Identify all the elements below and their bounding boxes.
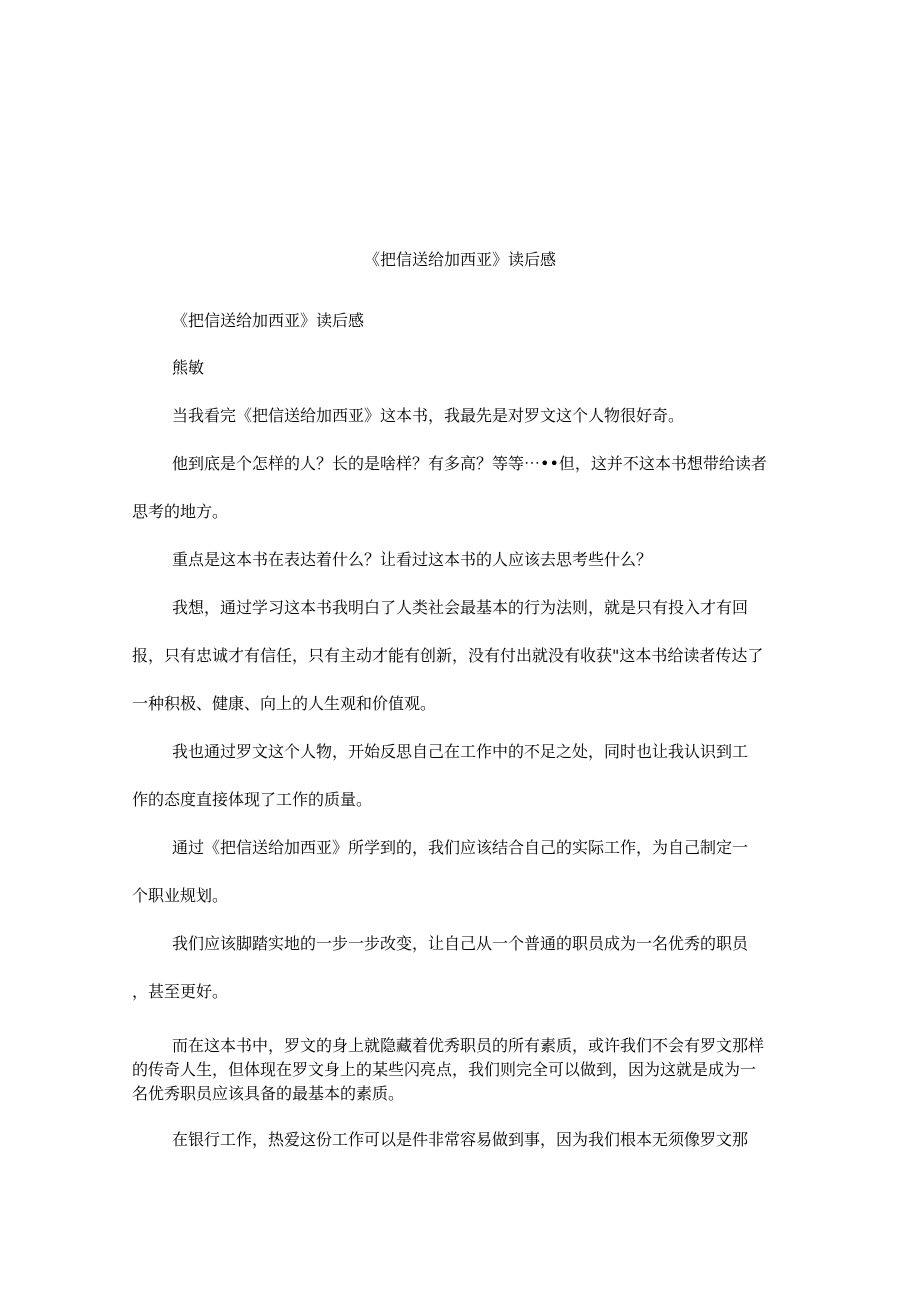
- text-line: 名优秀职员应该具备的最基本的素质。: [132, 1084, 405, 1103]
- text-line: 的传奇人生，但体现在罗文身上的某些闪亮点，我们则完全可以做到，因为这就是成为一: [132, 1060, 757, 1079]
- text-line: 通过《把信送给加西亚》所学到的，我们应该结合自己的实际工作，为自己制定一: [172, 838, 749, 857]
- document-title: 《把信送给加西亚》读后感: [363, 250, 556, 269]
- text-line: 我也通过罗文这个人物，开始反思自己在工作中的不足之处，同时也让我认识到工: [172, 742, 749, 761]
- text-line: 作的态度直接体现了工作的质量。: [132, 790, 373, 809]
- text-line: 他到底是个怎样的人？长的是啥样？有多高？等等⋯••但，这并不这本书想带给读者: [172, 454, 767, 473]
- document-subtitle: 《把信送给加西亚》读后感: [172, 311, 365, 330]
- text-line: 我想，通过学习这本书我明白了人类社会最基本的行为法则，就是只有投入才有回: [172, 598, 749, 617]
- text-line: 当我看完《把信送给加西亚》这本书，我最先是对罗文这个人物很好奇。: [172, 406, 685, 425]
- text-line: 而在这本书中，罗文的身上就隐藏着优秀职员的所有素质，或许我们不会有罗文那样: [172, 1036, 765, 1055]
- text-line: 重点是这本书在表达着什么？让看过这本书的人应该去思考些什么？: [172, 550, 653, 569]
- text-line: ，甚至更好。: [132, 982, 229, 1001]
- text-line: 个职业规划。: [132, 886, 229, 905]
- author-name: 熊敏: [172, 358, 205, 377]
- text-line: 思考的地方。: [132, 502, 229, 521]
- text-line: 报，只有忠诚才有信任，只有主动才能有创新，没有付出就没有收获"这本书给读者传达了: [132, 646, 764, 665]
- text-line: 在银行工作，热爱这份工作可以是件非常容易做到事，因为我们根本无须像罗文那: [172, 1130, 749, 1149]
- text-line: 我们应该脚踏实地的一步一步改变，让自己从一个普通的职员成为一名优秀的职员: [172, 934, 749, 953]
- text-line: 一种积极、健康、向上的人生观和价值观。: [132, 694, 437, 713]
